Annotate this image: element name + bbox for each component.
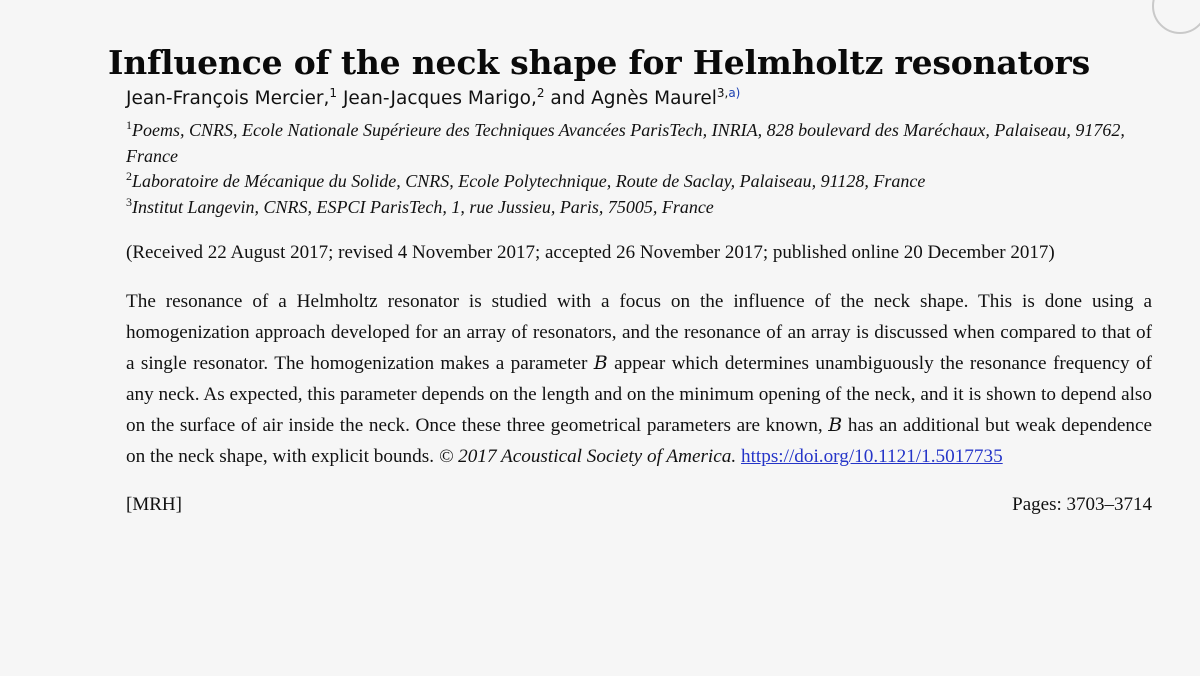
- affiliation-mark: 1: [126, 118, 132, 132]
- page-range: Pages: 3703–3714: [1012, 493, 1152, 515]
- doi-link[interactable]: https://doi.org/10.1121/1.5017735: [740, 445, 1003, 467]
- author-affiliation-mark-1: 1: [329, 85, 338, 100]
- affiliation-text: Poems, CNRS, Ecole Nationale Supérieure des Techniques Avancées ParisTech, INRIA, 828 boulevard des Maréchaux, Palaiseau, 91762, France: [126, 120, 1125, 166]
- abstract-part-1: The resonance of a Helmholtz resonator is studied with a focus on the influence of the neck shape. This is done using a homogenization approach developed for an array of resonators, and the resonance of an array is discussed when compared to that of a single resonator. The homogenization makes a parameter: [126, 290, 1152, 374]
- author-name-3: and Agnès Maurel: [544, 88, 717, 109]
- author-list: [126, 86, 1152, 112]
- author-affiliation-mark-3: 3,: [716, 85, 729, 100]
- editor-code: [MRH]: [126, 493, 182, 515]
- publication-history: (Received 22 August 2017; revised 4 November 2017; accepted 26 November 2017; published online 20 December 2017): [126, 242, 1055, 263]
- author-name-2: Jean-Jacques Marigo,: [337, 88, 537, 109]
- abstract-part-3: has an additional but weak dependence on the neck shape, with explicit bounds.: [126, 414, 1152, 467]
- abstract-symbol-b-2: B: [828, 413, 843, 436]
- abstract-symbol-b-1: B: [593, 351, 608, 374]
- copyright-notice: © 2017 Acoustical Society of America.: [438, 445, 737, 467]
- affiliation-item: [126, 118, 1152, 169]
- page-title: Influence of the neck shape for Helmholtz resonators: [108, 43, 1090, 83]
- affiliation-list: [126, 118, 1152, 220]
- affiliation-mark: 3: [126, 194, 132, 209]
- affiliation-item: [126, 169, 1152, 195]
- affiliation-text: Laboratoire de Mécanique du Solide, CNRS, Ecole Polytechnique, Route de Saclay, Palaiseau, 91128, France: [132, 171, 926, 191]
- paper-content: [126, 86, 1152, 524]
- author-name-1: Jean-François Mercier,: [126, 88, 330, 109]
- author-affiliation-mark-2: 2: [536, 85, 545, 100]
- author-footnote-link[interactable]: a): [728, 85, 741, 100]
- corner-arc-decoration: [1152, 0, 1200, 34]
- affiliation-mark: 2: [126, 169, 132, 183]
- affiliation-text: Institut Langevin, CNRS, ESPCI ParisTech, 1, rue Jussieu, Paris, 75005, France: [132, 196, 714, 217]
- affiliation-item: [126, 195, 1152, 221]
- abstract-part-2: appear which determines unambiguously the resonance frequency of any neck. As expected, this parameter depends on the length and on the minimum opening of the neck, and it is shown to depend also on the surface of air inside the neck. Once these three geometrical parameters are known,: [126, 352, 1152, 436]
- abstract-text: [126, 286, 1152, 472]
- page-footer: [126, 494, 1152, 524]
